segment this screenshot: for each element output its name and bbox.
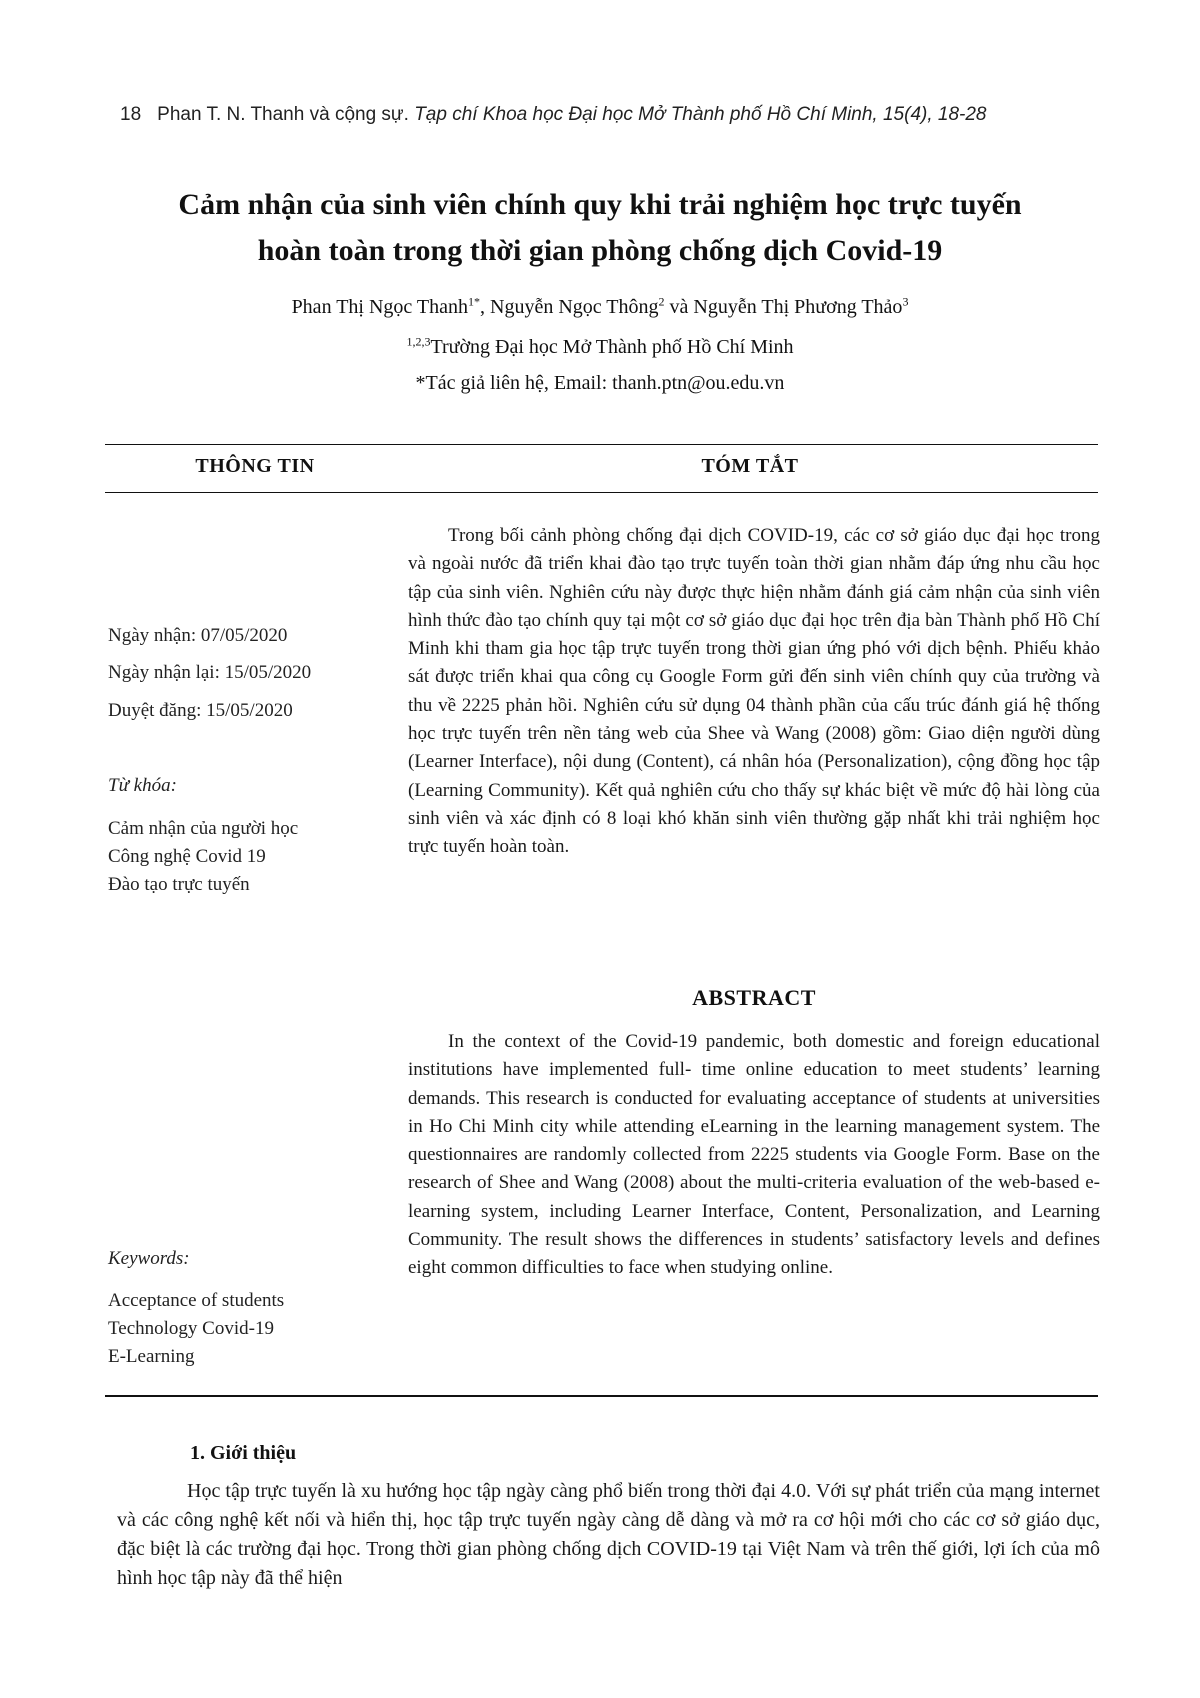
received-date: Ngày nhận: 07/05/2020 xyxy=(108,625,288,646)
keyword-en-1: Acceptance of students xyxy=(108,1290,285,1311)
affiliation: $^{1,2,3}$Trường Đại học Mở Thành phố Hồ Chí Minh xyxy=(406,334,794,358)
summary-heading: TÓM TẮT xyxy=(701,455,799,477)
bottom-rule xyxy=(105,1395,1098,1397)
journal-citation: Tạp chí Khoa học Đại học Mở Thành phố Hồ Chí Minh, 15(4), 18-28 xyxy=(414,104,987,125)
abstract-heading: ABSTRACT xyxy=(692,985,816,1010)
page-number: 18 xyxy=(120,104,142,125)
top-rule xyxy=(105,444,1098,445)
revised-date: Ngày nhận lại: 15/05/2020 xyxy=(108,662,312,683)
author-3: Nguyễn Thị Phương Thảo xyxy=(693,296,903,318)
author-list: Phan Thị Ngọc Thanh$^{1*}$, Nguyễn Ngọc Thông$^2$ và Nguyễn Thị Phương Thảo$^3$ xyxy=(291,294,909,318)
header-authors: Phan T. N. Thanh và cộng sự. xyxy=(157,104,409,125)
section-body: Học tập trực tuyến là xu hướng học tập ngày càng phổ biến trong thời đại 4.0. Với sự phát triển của mạng internet và các công nghệ kết nối và hiển thị, học tập trực tuyến ngày càng dễ dàng và mở ra cơ hội mới cho các cơ sở giáo dục, đặc biệt là các trường đại học. Trong thời gian phòng chống dịch COVID-19 tại Việt Nam và trên thế giới, lợi ích của mô hình học tập này đã thể hiện xyxy=(117,1480,1100,1589)
title-line-1: Cảm nhận của sinh viên chính quy khi trải nghiệm học trực tuyến xyxy=(178,188,1022,221)
keyword-vi-1: Cảm nhận của người học xyxy=(108,818,299,839)
keyword-vi-2: Công nghệ Covid 19 xyxy=(108,846,266,867)
author-2-affil: 2 xyxy=(658,294,665,309)
section-title: 1. Giới thiệu xyxy=(190,1442,297,1464)
abstract-english: In the context of the Covid-19 pandemic, both domestic and foreign educational institutions have implemented full- time online education to meet students’ learning demands. This research is conducted for evaluating acceptance of students at universities in Ho Chi Minh city while attending eLearning in the learning management system. The questionnaires are randomly collected from 2225 students via Google Form. Base on the research of Shee and Wang (2008) about the multi-criteria evaluation of the web-based e-learning system, including Learner Interface, Content, Personalization, and Learning Community. The result shows the differences in students’ satisfactory levels and defines eight common difficulties to face when studying online. xyxy=(408,1031,1100,1279)
heading-rule xyxy=(105,492,1098,493)
info-heading: THÔNG TIN xyxy=(195,455,315,477)
author-2: Nguyễn Ngọc Thông xyxy=(490,296,659,318)
keyword-vi-3: Đào tạo trực tuyến xyxy=(108,874,250,895)
keywords-en-label: Keywords: xyxy=(108,1248,190,1269)
article-title xyxy=(100,182,1100,274)
author-1-affil: 1* xyxy=(468,294,481,309)
title-line-2: hoàn toàn trong thời gian phòng chống dịch Covid-19 xyxy=(257,234,943,267)
author-1: Phan Thị Ngọc Thanh xyxy=(291,296,469,318)
keywords-vi-label: Từ khóa: xyxy=(108,775,177,796)
keyword-en-2: Technology Covid-19 xyxy=(108,1318,274,1339)
author-3-affil: 3 xyxy=(902,294,909,309)
accepted-date: Duyệt đăng: 15/05/2020 xyxy=(108,700,293,721)
abstract-vietnamese: Trong bối cảnh phòng chống đại dịch COVID-19, các cơ sở giáo dục đại học trong và ngoài nước đã triển khai đào tạo trực tuyến toàn thời gian nhằm đáp ứng nhu cầu học tập của sinh viên. Nghiên cứu này được thực hiện nhằm đánh giá cảm nhận của sinh viên hình thức đào tạo chính quy tại một cơ sở giáo dục đại học trên địa bàn Thành phố Hồ Chí Minh khi tham gia học tập trực tuyến trong thời gian ứng phó với dịch bệnh. Phiếu khảo sát được triển khai qua công cụ Google Form gửi đến sinh viên chính quy của trường và thu về 2225 phản hồi. Nghiên cứu sử dụng 04 thành phần của cấu trúc đánh giá hệ thống học trực tuyến trên nền tảng web của Shee và Wang (2008) gồm: Giao diện người dùng (Learner Interface), nội dung (Content), cá nhân hóa (Personalization), cộng đồng học tập (Learning Community). Kết quả nghiên cứu cho thấy sự khác biệt về mức độ hài lòng của sinh viên và xác định có 8 loại khó khăn sinh viên thường gặp nhất khi trải nghiệm học trực tuyến hoàn toàn. xyxy=(408,525,1100,858)
running-header xyxy=(120,104,1088,126)
keyword-en-3: E-Learning xyxy=(108,1346,195,1367)
contact-email: *Tác giả liên hệ, Email: thanh.ptn@ou.edu.vn xyxy=(415,372,785,394)
